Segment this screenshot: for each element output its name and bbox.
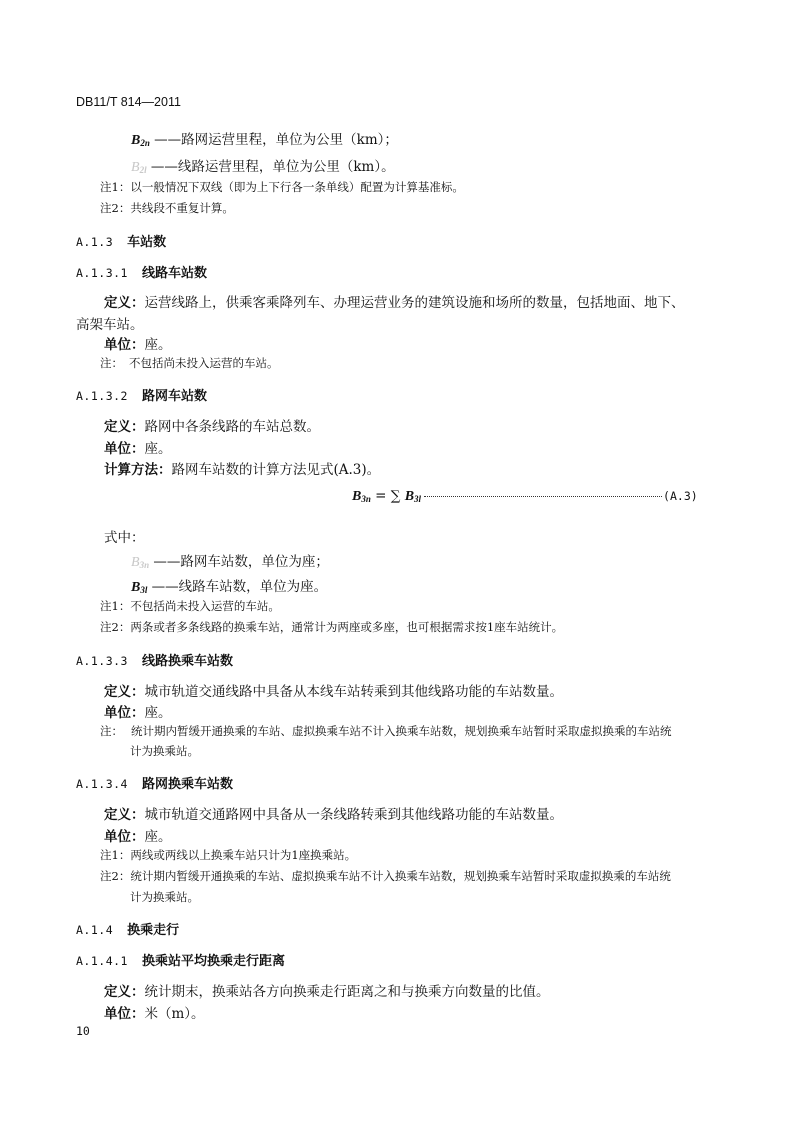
symbol-line-b2l <box>131 155 395 176</box>
symbol-b2l: $B_{2l}$ <box>131 160 147 175</box>
section-a132-heading: A.1.3.2 路网车站数 <box>76 389 207 404</box>
a141-unit: 单位：米（m）。 <box>104 1006 205 1022</box>
document-code: DB11/T 814—2011 <box>76 95 181 109</box>
symbol-b3n-desc: ——路网车站数，单位为座； <box>153 554 329 570</box>
section-a14-heading: A.1.4 换乘走行 <box>76 923 180 938</box>
a134-note-2-line1: 注2：统计期内暂缓开通换乘的车站、虚拟换乘车站不计入换乘车站数，规划换乘车站暂时采取虚拟换乘的车站统 <box>100 869 671 883</box>
a134-note-1: 注1：两线或两线以上换乘车站只计为1座换乘站。 <box>100 848 357 862</box>
symbol-line-b3n <box>131 550 329 571</box>
a132-note-1: 注1：不包括尚未投入运营的车站。 <box>100 599 280 613</box>
formula-a3 <box>352 488 698 505</box>
section-a13-heading: A.1.3 车站数 <box>76 235 167 250</box>
formula-dot-leader <box>424 496 662 497</box>
symbol-b3n: $B_{3n}$ <box>131 555 150 570</box>
a131-note: 注： 不包括尚未投入运营的车站。 <box>100 356 279 370</box>
a134-note-2-line2: 计为换乘站。 <box>130 890 199 904</box>
page-number: 10 <box>76 1024 90 1038</box>
formula-lhs: $B_{3n}$ <box>352 489 371 504</box>
where-label: 式中： <box>104 530 145 546</box>
symbol-b2n: $B_{2n}$ <box>131 133 150 148</box>
symbol-b3l-desc: ——线路车站数，单位为座。 <box>151 579 328 595</box>
a134-definition: 定义：城市轨道交通路网中具备从一条线路转乘到其他线路功能的车站数量。 <box>104 807 563 823</box>
a133-unit: 单位：座。 <box>104 705 172 721</box>
symbol-b3l: $B_{3l}$ <box>131 580 148 595</box>
top-note-2: 注2：共线段不重复计算。 <box>100 201 234 215</box>
section-a131-heading: A.1.3.1 线路车站数 <box>76 266 207 281</box>
a131-unit: 单位：座。 <box>104 337 172 353</box>
symbol-b2n-desc: ——路网运营里程，单位为公里（km）； <box>154 132 398 148</box>
a132-note-2: 注2：两条或者多条线路的换乘车站，通常计为两座或多座，也可根据需求按1座车站统计。 <box>100 620 564 634</box>
section-a133-heading: A.1.3.3 线路换乘车站数 <box>76 654 233 669</box>
formula-operator: = ∑ <box>370 488 405 504</box>
a131-definition-line2: 高架车站。 <box>76 317 144 333</box>
section-a134-heading: A.1.3.4 路网换乘车站数 <box>76 777 233 792</box>
a141-definition: 定义：统计期末，换乘站各方向换乘走行距离之和与换乘方向数量的比值。 <box>104 984 550 1000</box>
section-a141-heading: A.1.4.1 换乘站平均换乘走行距离 <box>76 954 285 969</box>
a132-method: 计算方法：路网车站数的计算方法见式(A.3)。 <box>104 462 381 478</box>
a131-definition-line1: 定义：运营线路上，供乘客乘降列车、办理运营业务的建筑设施和场所的数量，包括地面、地下、 <box>104 295 685 311</box>
symbol-line-b2n <box>131 128 398 149</box>
a132-definition: 定义：路网中各条线路的车站总数。 <box>104 419 320 435</box>
a132-unit: 单位：座。 <box>104 441 172 457</box>
formula-rhs: $B_{3l}$ <box>404 489 422 504</box>
symbol-line-b3l <box>131 575 327 596</box>
a134-unit: 单位：座。 <box>104 829 172 845</box>
top-note-1: 注1：以一般情况下双线（即为上下行各一条单线）配置为计算基准标。 <box>100 180 464 194</box>
equation-number: (A.3) <box>663 489 698 503</box>
a133-note-line2: 计为换乘站。 <box>130 744 199 758</box>
a133-note-line1: 注： 统计期内暂缓开通换乘的车站、虚拟换乘车站不计入换乘车站数，规划换乘车站暂时采取虚拟换乘的车站统 <box>100 724 672 738</box>
a133-definition: 定义：城市轨道交通线路中具备从本线车站转乘到其他线路功能的车站数量。 <box>104 684 563 700</box>
symbol-b2l-desc: ——线路运营里程，单位为公里（km）。 <box>150 159 395 175</box>
